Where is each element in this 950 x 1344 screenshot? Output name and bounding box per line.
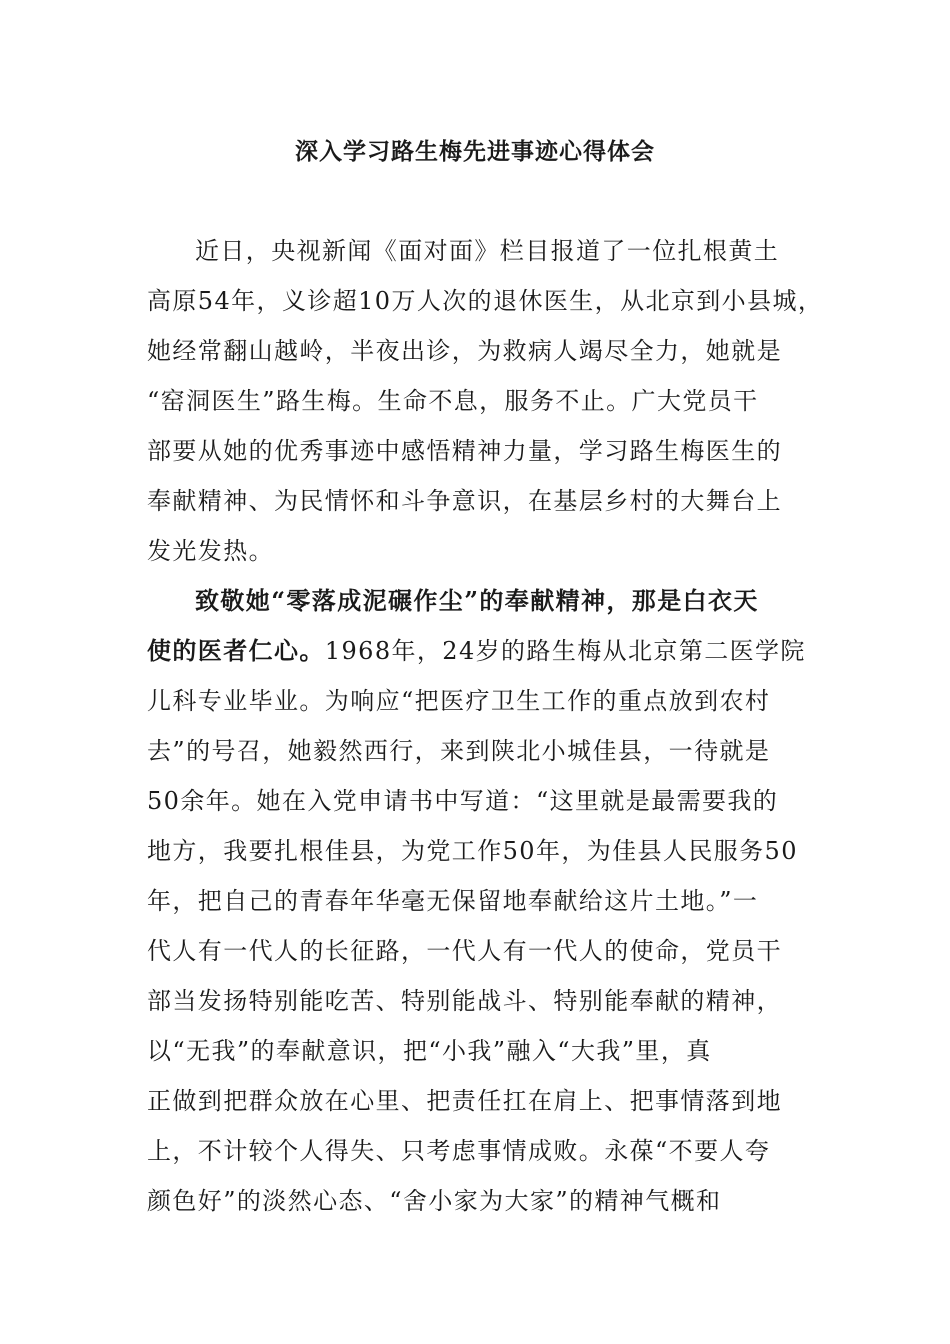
paragraph-line: 她经常翻山越岭，半夜出诊，为救病人竭尽全力，她就是 xyxy=(147,337,782,365)
paragraph-line: 奉献精神、为民情怀和斗争意识，在基层乡村的大舞台上 xyxy=(147,487,782,515)
paragraph-line: 50余年。她在入党申请书中写道：“这里就是最需要我的 xyxy=(147,787,779,815)
paragraph-line: 高原54年，义诊超10万人次的退休医生，从北京到小县城， xyxy=(147,287,824,315)
paragraph-line: 颜色好”的淡然心态、“舍小家为大家”的精神气概和 xyxy=(147,1187,722,1215)
paragraph-line: 代人有一代人的长征路，一代人有一代人的使命，党员干 xyxy=(147,937,782,965)
paragraph-line: 年，把自己的青春年华毫无保留地奉献给这片土地。”一 xyxy=(147,887,759,915)
paragraph-line: 部当发扬特别能吃苦、特别能战斗、特别能奉献的精神， xyxy=(147,987,782,1015)
paragraph-line: “窑洞医生”路生梅。生命不息，服务不止。广大党员干 xyxy=(147,387,759,415)
section-heading-line: 致敬她“零落成泥碾作尘”的奉献精神，那是白衣天 xyxy=(195,586,759,615)
paragraph-line: 儿科专业毕业。为响应“把医疗卫生工作的重点放到农村 xyxy=(147,687,771,715)
paragraph-line xyxy=(147,635,806,667)
paragraph-line: 近日，央视新闻《面对面》栏目报道了一位扎根黄土 xyxy=(195,237,780,265)
paragraph-line: 地方，我要扎根佳县，为党工作50年，为佳县人民服务50 xyxy=(147,837,798,865)
paragraph-line: 上，不计较个人得失、只考虑事情成败。永葆“不要人夸 xyxy=(147,1137,771,1165)
paragraph-line: 部要从她的优秀事迹中感悟精神力量，学习路生梅医生的 xyxy=(147,437,782,465)
document-title: 深入学习路生梅先进事迹心得体会 xyxy=(295,138,655,165)
paragraph-text: 1968年，24岁的路生梅从北京第二医学院 xyxy=(324,637,806,665)
paragraph-line: 以“无我”的奉献意识，把“小我”融入“大我”里，真 xyxy=(147,1037,712,1065)
paragraph-line: 发光发热。 xyxy=(147,537,274,565)
paragraph-line: 正做到把群众放在心里、把责任扛在肩上、把事情落到地 xyxy=(147,1087,782,1115)
paragraph-line: 去”的号召，她毅然西行，来到陕北小城佳县，一待就是 xyxy=(147,737,771,765)
section-heading-end: 使的医者仁心。 xyxy=(147,636,325,665)
